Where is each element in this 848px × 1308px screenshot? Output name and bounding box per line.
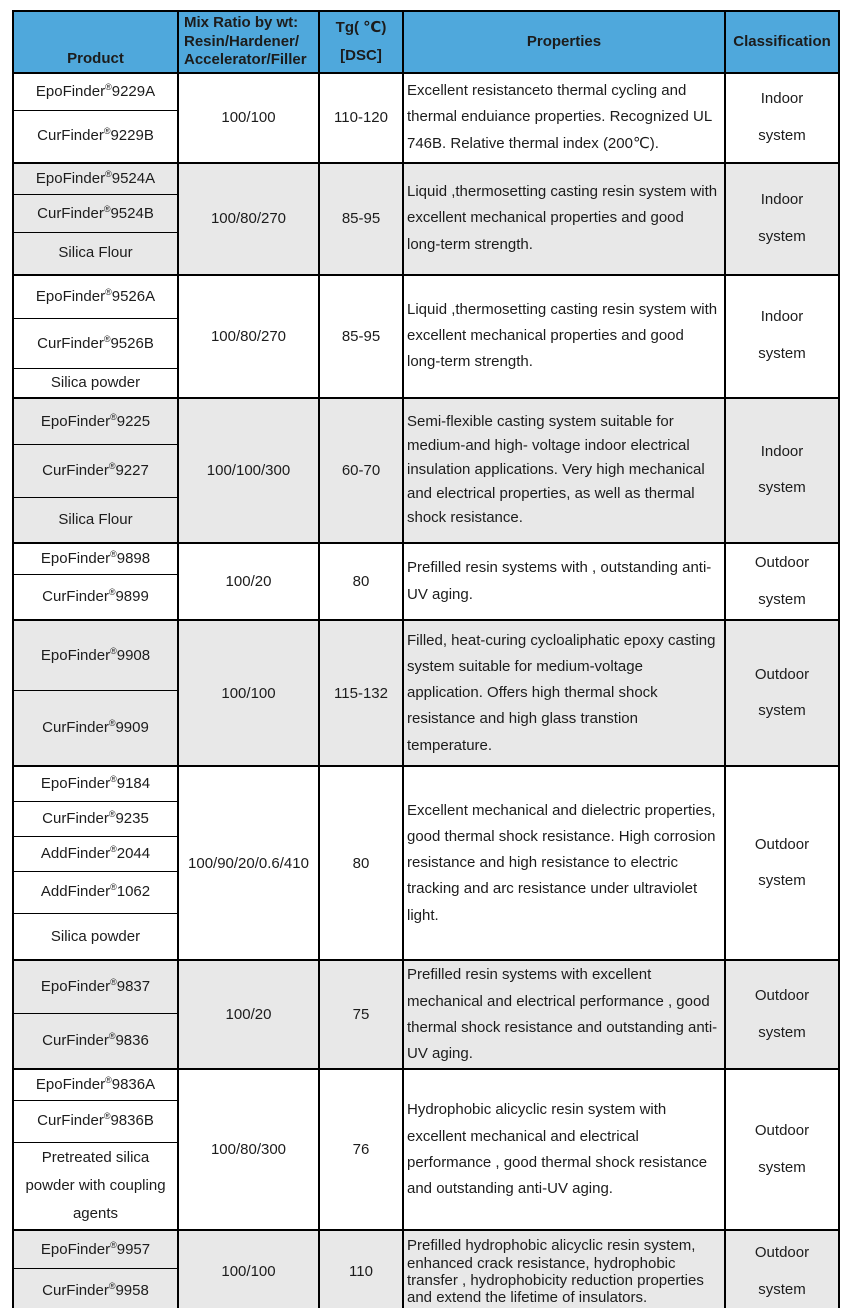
properties-cell: Filled, heat-curing cycloaliphatic epoxy casting system suitable for medium-voltage application. Offers high thermal shock resistance and high glass transtion temperature. — [403, 620, 725, 766]
classification-line: system — [758, 126, 806, 144]
tg-cell: 76 — [319, 1069, 403, 1230]
col-header-mix-ratio — [178, 11, 319, 73]
classification-line: system — [758, 345, 806, 363]
properties-cell: Excellent resistanceto thermal cycling and thermal enduiance properties. Recognized UL 746B. Relative thermal index (200℃). — [403, 73, 725, 163]
product-cell: Silica Flour — [13, 233, 178, 275]
product-cell: Silica Flour — [13, 498, 178, 543]
classification-cell — [725, 960, 839, 1069]
product-cell: EpoFinder®9524A — [13, 163, 178, 195]
properties-cell: Hydrophobic alicyclic resin system with excellent mechanical and electrical performance , good thermal shock resistance and outstanding anti-UV aging. — [403, 1069, 725, 1230]
mix-ratio-cell: 100/100 — [178, 1230, 319, 1308]
classification-cell — [725, 1069, 839, 1230]
product-cell: EpoFinder®9184 — [13, 766, 178, 801]
tg-cell: 75 — [319, 960, 403, 1069]
tg-cell: 110 — [319, 1230, 403, 1308]
registered-mark: ® — [110, 1239, 117, 1250]
product-cell: Silica powder — [13, 369, 178, 398]
properties-cell: Liquid ,thermosetting casting resin system with excellent mechanical properties and good long-term strength. — [403, 275, 725, 398]
classification-line: Indoor — [760, 190, 804, 208]
col-header-mix-ratio-line: Accelerator/Filler — [184, 50, 307, 68]
classification-line: Outdoor — [754, 1122, 810, 1139]
properties-cell: Excellent mechanical and dielectric properties, good thermal shock resistance. High corrosion resistance and high resistance to electric tracking and arc resistance under ultraviolet light. — [403, 766, 725, 960]
mix-ratio-cell: 100/100/300 — [178, 398, 319, 543]
product-cell: EpoFinder®9229A — [13, 73, 178, 111]
mix-ratio-cell: 100/100 — [178, 620, 319, 766]
product-cell: CurFinder®9909 — [13, 690, 178, 766]
mix-ratio-cell: 100/90/20/0.6/410 — [178, 766, 319, 960]
registered-mark: ® — [103, 126, 111, 137]
col-header-tg — [319, 11, 403, 73]
registered-mark: ® — [110, 882, 117, 893]
registered-mark: ® — [108, 1280, 116, 1291]
properties-cell: Prefilled resin systems with , outstanding anti-UV aging. — [403, 543, 725, 621]
classification-cell — [725, 543, 839, 621]
registered-mark: ® — [110, 774, 117, 785]
mix-ratio-cell: 100/20 — [178, 543, 319, 621]
tg-cell: 110-120 — [319, 73, 403, 163]
classification-cell — [725, 766, 839, 960]
classification-cell — [725, 163, 839, 275]
registered-mark: ® — [110, 977, 117, 988]
col-header-mix-ratio-line: Mix Ratio by wt: — [184, 14, 299, 32]
mix-ratio-cell: 100/80/270 — [178, 275, 319, 398]
registered-mark: ® — [105, 81, 112, 92]
mix-ratio-cell: 100/80/270 — [178, 163, 319, 275]
registered-mark: ® — [110, 843, 117, 854]
product-cell: AddFinder®1062 — [13, 871, 178, 913]
classification-cell — [725, 73, 839, 163]
registered-mark: ® — [103, 1111, 111, 1122]
col-header-product: Product — [13, 11, 178, 73]
properties-cell: Prefilled hydrophobic alicyclic resin system, enhanced crack resistance, hydrophobic transfer , hydrophobicity reduction properties and extend the lifetime of insulators. — [403, 1230, 725, 1308]
registered-mark: ® — [108, 718, 116, 729]
registered-mark: ® — [105, 1075, 112, 1086]
product-cell: EpoFinder®9836A — [13, 1069, 178, 1100]
table-row — [13, 398, 839, 445]
table-row — [13, 620, 839, 690]
registered-mark: ® — [105, 168, 112, 179]
registered-mark: ® — [103, 333, 111, 344]
tg-cell: 80 — [319, 543, 403, 621]
product-cell: CurFinder®9524B — [13, 195, 178, 233]
classification-line: Indoor — [760, 308, 804, 326]
classification-line: system — [758, 872, 806, 890]
classification-line: Outdoor — [754, 665, 810, 683]
product-cell: EpoFinder®9908 — [13, 620, 178, 690]
product-cell: EpoFinder®9837 — [13, 960, 178, 1013]
tg-cell: 80 — [319, 766, 403, 960]
col-header-properties: Properties — [403, 11, 725, 73]
registered-mark: ® — [108, 587, 116, 598]
table-body — [13, 73, 839, 1308]
product-specs-table — [12, 10, 840, 1308]
table-row — [13, 766, 839, 801]
mix-ratio-cell: 100/80/300 — [178, 1069, 319, 1230]
registered-mark: ® — [103, 203, 111, 214]
table-row — [13, 543, 839, 575]
classification-line: Outdoor — [754, 553, 810, 571]
registered-mark: ® — [108, 461, 116, 472]
registered-mark: ® — [110, 411, 117, 422]
registered-mark: ® — [108, 808, 116, 819]
col-header-tg-line: [DSC] — [340, 46, 382, 64]
product-cell: Pretreated silica powder with coupling agents — [13, 1142, 178, 1230]
product-cell: EpoFinder®9526A — [13, 275, 178, 319]
classification-line: Indoor — [760, 89, 804, 107]
classification-cell — [725, 1230, 839, 1308]
classification-line: system — [758, 590, 806, 608]
product-cell: CurFinder®9235 — [13, 801, 178, 836]
product-cell: CurFinder®9229B — [13, 111, 178, 163]
table-row — [13, 1069, 839, 1100]
table-row — [13, 275, 839, 319]
mix-ratio-cell: 100/20 — [178, 960, 319, 1069]
product-cell: EpoFinder®9898 — [13, 543, 178, 575]
classification-line: system — [758, 1158, 806, 1176]
col-header-mix-ratio-line: Resin/Hardener/ — [184, 32, 300, 50]
classification-cell — [725, 398, 839, 543]
product-cell: CurFinder®9836 — [13, 1014, 178, 1070]
product-cell: EpoFinder®9957 — [13, 1230, 178, 1268]
properties-cell: Semi-flexible casting system suitable for medium-and high- voltage indoor electrical insulation applications. Very high mechanical and electrical properties, as well as thermal shock resistance. — [403, 398, 725, 543]
classification-line: Outdoor — [754, 1244, 810, 1261]
registered-mark: ® — [108, 1031, 116, 1042]
registered-mark: ® — [110, 549, 117, 560]
product-cell: CurFinder®9227 — [13, 445, 178, 498]
tg-cell: 85-95 — [319, 163, 403, 275]
tg-cell: 115-132 — [319, 620, 403, 766]
classification-cell — [725, 275, 839, 398]
classification-line: system — [758, 479, 806, 497]
product-cell: CurFinder®9958 — [13, 1268, 178, 1308]
header-row — [13, 11, 839, 73]
classification-line: system — [758, 227, 806, 245]
table-header — [13, 11, 839, 73]
mix-ratio-cell: 100/100 — [178, 73, 319, 163]
classification-line: system — [758, 1280, 806, 1298]
classification-cell — [725, 620, 839, 766]
product-cell: AddFinder®2044 — [13, 836, 178, 871]
classification-line: system — [758, 1023, 806, 1041]
registered-mark: ® — [105, 286, 112, 297]
table-row — [13, 960, 839, 1013]
properties-cell: Liquid ,thermosetting casting resin system with excellent mechanical properties and good long-term strength. — [403, 163, 725, 275]
product-cell: CurFinder®9526B — [13, 319, 178, 369]
product-cell: EpoFinder®9225 — [13, 398, 178, 445]
tg-cell: 60-70 — [319, 398, 403, 543]
registered-mark: ® — [110, 645, 117, 656]
classification-line: Indoor — [760, 442, 804, 460]
product-cell: Silica powder — [13, 913, 178, 960]
classification-line: Outdoor — [754, 987, 810, 1004]
table-row — [13, 1230, 839, 1268]
product-cell: CurFinder®9899 — [13, 575, 178, 621]
classification-line: Outdoor — [754, 835, 810, 853]
table-row — [13, 73, 839, 111]
product-cell: CurFinder®9836B — [13, 1100, 178, 1142]
table-row — [13, 163, 839, 195]
col-header-classification: Classification — [725, 11, 839, 73]
col-header-tg-line: Tg( ℃) — [335, 19, 387, 36]
classification-line: system — [758, 702, 806, 720]
properties-cell: Prefilled resin systems with excellent mechanical and electrical performance , good thermal shock resistance and outstanding anti-UV aging. — [403, 960, 725, 1069]
tg-cell: 85-95 — [319, 275, 403, 398]
